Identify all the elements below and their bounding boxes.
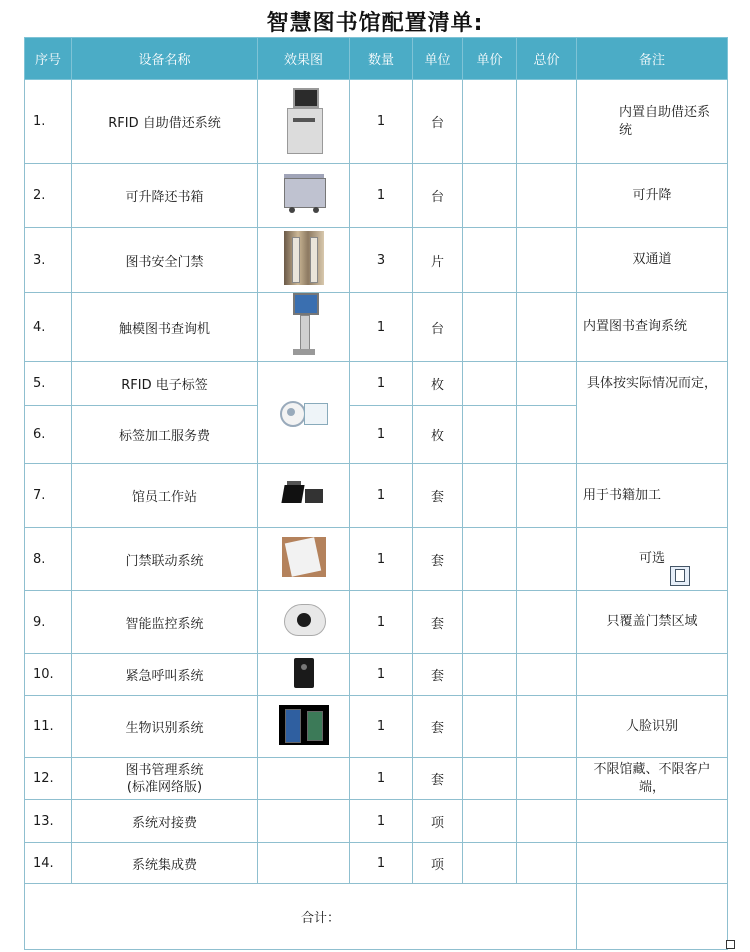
book-return-cart-icon [281,174,327,214]
row-note: 双通道 [577,228,728,293]
table-row [25,228,728,293]
row-unit: 套 [413,758,463,800]
table-row [25,80,728,164]
row-name: 紧急呼叫系统 [72,654,258,696]
row-image [258,164,350,228]
row-image [258,843,350,884]
row-note: 人脸识别 [577,696,728,758]
header-unit: 单位 [413,38,463,80]
row-price [463,228,517,293]
row-total [517,800,577,843]
total-label: 合计： [300,911,340,926]
row-index: 8. [25,528,72,591]
row-note [577,654,728,696]
row-note [577,800,728,843]
row-unit: 台 [413,164,463,228]
table-row [25,464,728,528]
row-name: 生物识别系统 [72,696,258,758]
row-total [517,80,577,164]
row-image [258,228,350,293]
table-row [25,696,728,758]
row-total [517,406,577,464]
row-price [463,800,517,843]
row-price [463,758,517,800]
configuration-table [24,37,728,950]
header-total: 总价 [517,38,577,80]
row-price [463,80,517,164]
call-panel-icon [294,658,314,688]
row-image [258,464,350,528]
total-label-cell [25,884,577,950]
table-row [25,654,728,696]
table-row [25,362,728,406]
resize-handle[interactable] [726,940,735,949]
row-unit: 套 [413,528,463,591]
table-row [25,843,728,884]
row-total [517,464,577,528]
row-note [577,843,728,884]
row-note: 只覆盖门禁区域 [577,591,728,654]
row-qty: 1 [350,843,413,884]
row-price [463,464,517,528]
table-row [25,758,728,800]
row-image [258,800,350,843]
row-index: 10. [25,654,72,696]
row-unit: 项 [413,843,463,884]
rfid-tag-icon [278,393,330,429]
row-note: 用于书籍加工 [577,464,728,528]
table-row [25,591,728,654]
row-unit: 台 [413,80,463,164]
row-unit: 套 [413,464,463,528]
row-price [463,293,517,362]
row-unit: 项 [413,800,463,843]
row-index: 7. [25,464,72,528]
row-image [258,528,350,591]
row-name: RFID 电子标签 [72,362,258,406]
row-index: 14. [25,843,72,884]
dome-camera-icon [284,604,324,636]
row-note [577,80,728,164]
row-index: 11. [25,696,72,758]
row-price [463,406,517,464]
row-total [517,228,577,293]
row-unit: 枚 [413,406,463,464]
header-qty: 数量 [350,38,413,80]
row-name: 智能监控系统 [72,591,258,654]
row-image [258,591,350,654]
row-total [517,528,577,591]
row-total [517,293,577,362]
row-note-text: 内置自助借还系统 [619,104,711,138]
row-total [517,591,577,654]
row-qty: 1 [350,654,413,696]
table-row [25,528,728,591]
row-qty: 1 [350,696,413,758]
table-row [25,164,728,228]
row-name: 标签加工服务费 [72,406,258,464]
row-qty: 1 [350,406,413,464]
row-qty: 1 [350,758,413,800]
row-total [517,654,577,696]
row-note [577,758,728,800]
row-name: 可升降还书箱 [72,164,258,228]
row-note: 可升降 [577,164,728,228]
row-image [258,362,350,464]
paste-options-icon[interactable] [670,566,690,586]
row-name: 门禁联动系统 [72,528,258,591]
row-index: 1. [25,80,72,164]
row-unit: 枚 [413,362,463,406]
row-qty: 1 [350,164,413,228]
row-qty: 1 [350,464,413,528]
row-note: 内置图书查询系统 [577,293,728,362]
row-name-line2: (标准网络版) [126,779,203,795]
row-image [258,80,350,164]
row-qty: 1 [350,591,413,654]
row-price [463,696,517,758]
row-image [258,696,350,758]
row-name-line1: 图书管理系统 [125,762,204,778]
query-terminal-icon [291,293,317,357]
row-image [258,758,350,800]
workstation-icon [283,481,325,507]
self-service-kiosk-icon [285,88,323,152]
row-unit: 套 [413,696,463,758]
row-index: 13. [25,800,72,843]
row-price [463,843,517,884]
row-total [517,758,577,800]
row-qty: 1 [350,293,413,362]
row-price [463,164,517,228]
header-image: 效果图 [258,38,350,80]
header-note: 备注 [577,38,728,80]
header-name: 设备名称 [72,38,258,80]
security-gate-icon [284,231,324,285]
header-row [25,38,728,80]
biometric-device-icon [279,705,329,745]
table-row [25,293,728,362]
document-title: 智慧图书馆配置清单: [266,11,484,36]
row-index: 5. [25,362,72,406]
row-name: 系统对接费 [72,800,258,843]
row-name: 馆员工作站 [72,464,258,528]
row-price [463,591,517,654]
row-name [72,758,258,800]
row-name: 系统集成费 [72,843,258,884]
row-index: 12. [25,758,72,800]
row-index: 9. [25,591,72,654]
row-qty: 3 [350,228,413,293]
row-price [463,654,517,696]
row-unit: 套 [413,654,463,696]
table-row [25,800,728,843]
row-image [258,293,350,362]
row-qty: 1 [350,362,413,406]
row-note [577,362,728,464]
row-qty: 1 [350,528,413,591]
header-index: 序号 [25,38,72,80]
row-total [517,696,577,758]
row-index: 4. [25,293,72,362]
row-qty: 1 [350,80,413,164]
row-name: 图书安全门禁 [72,228,258,293]
row-qty: 1 [350,800,413,843]
row-note-text: 具体按实际情况而定， [586,375,717,391]
row-index: 6. [25,406,72,464]
row-index: 2. [25,164,72,228]
row-name: 触模图书查询机 [72,293,258,362]
total-value-cell [577,884,728,950]
row-unit: 片 [413,228,463,293]
header-price: 单价 [463,38,517,80]
row-unit: 台 [413,293,463,362]
row-total [517,362,577,406]
row-total [517,843,577,884]
row-price [463,528,517,591]
row-note-text: 不限馆藏、不限客户端， [593,761,711,795]
document-icon [282,537,326,577]
row-unit: 套 [413,591,463,654]
row-price [463,362,517,406]
total-row [25,884,728,950]
row-image [258,654,350,696]
row-name: RFID 自助借还系统 [72,80,258,164]
row-note: 可选 [577,528,728,591]
row-total [517,164,577,228]
row-index: 3. [25,228,72,293]
